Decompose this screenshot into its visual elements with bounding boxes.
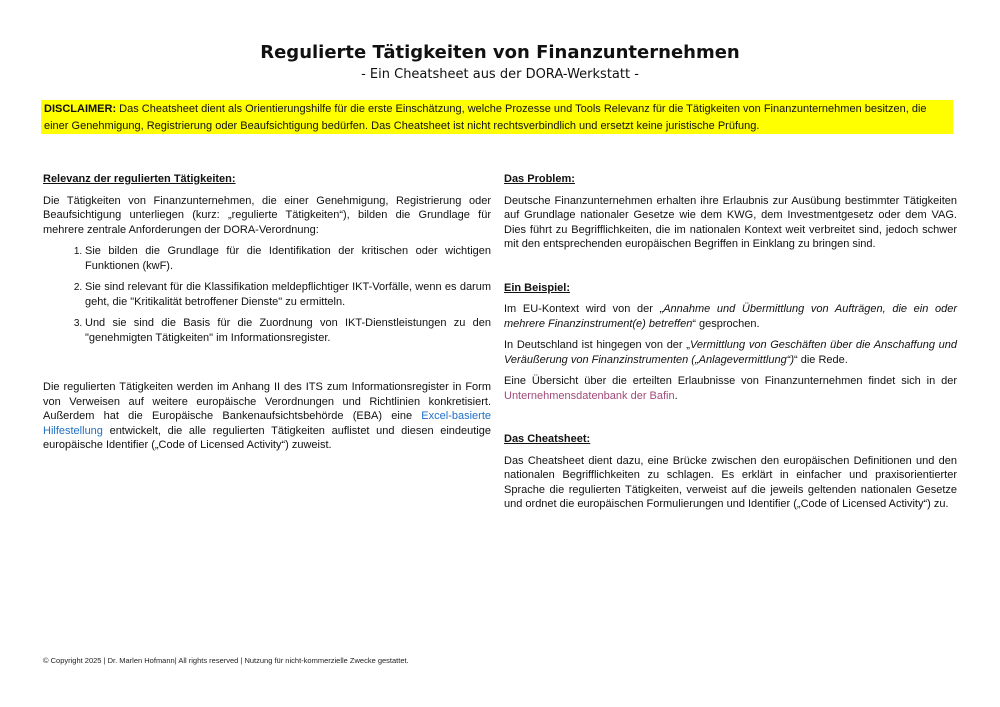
right-column: [504, 172, 957, 519]
list-item: 1. Sie bilden die Grundlage für die Identifikation der kritischen oder wichtigen Funktionen (kwF).: [85, 244, 491, 273]
problem-heading: Das Problem:: [504, 173, 575, 185]
example-de-a: In Deutschland ist hingegen von der „: [504, 339, 690, 351]
page-title: Regulierte Tätigkeiten von Finanzunternehmen: [260, 42, 740, 63]
example-eu-a: Im EU-Kontext wird von der „: [504, 303, 664, 315]
disclaimer-box: [41, 100, 953, 134]
eba-excel-link[interactable]: Excel-basierte Hilfestellung: [43, 410, 491, 437]
example-eu-quote: Annahme und Übermittlung von Aufträgen, die ein oder mehrere Finanzinstrument(e) betreffen: [504, 303, 957, 330]
cheatsheet-text: Das Cheatsheet dient dazu, eine Brücke zwischen den europäischen Definitionen und den nationalen Begrifflichkeiten zu schlagen. Es erklärt in einfacher und praxisorientierter Sprache die regulierten Tätigkeiten, verweist auf die jeweils geltenden nationalen Gesetze und ordnet die europäischen Formulierungen und Identifier („Code of Licensed Activity“) zu.: [504, 454, 957, 510]
problem-text: Deutsche Finanzunternehmen erhalten ihre Erlaubnis zur Ausübung bestimmter Tätigkeiten auf Grundlage nationaler Gesetze wie dem KWG, dem Investmentgesetz oder dem VAG. Dies führt zu Begrifflichkeiten, die im nationalen Kontext weit verbreitet sind, jedoch schwer mit den entsprechenden europäischen Begriffen in Einklang zu bringen sind.: [504, 194, 957, 250]
example-de-quote: Vermittlung von Geschäften über die Anschaffung und Veräußerung von Finanzinstrumenten („Anlagevermittlung“): [504, 339, 957, 366]
left-column: [43, 172, 491, 460]
list-item: 2. Sie sind relevant für die Klassifikation meldepflichtiger IKT-Vorfälle, wenn es darum geht, die "Kritikalität betroffener Dienste" zu ermitteln.: [85, 280, 491, 309]
bafin-database-link[interactable]: Unternehmensdatenbank der Bafin: [504, 389, 675, 402]
disclaimer-label: DISCLAIMER:: [44, 103, 117, 115]
page-subtitle: - Ein Cheatsheet aus der DORA-Werkstatt -: [361, 67, 639, 82]
disclaimer-text: Das Cheatsheet dient als Orientierungshilfe für die erste Einschätzung, welche Prozesse und Tools Relevanz für die Tätigkeiten von Finanzunternehmen besitzen, die einer Genehmigung, Registrierung oder Beaufsichtigung bedürfen. Das Cheatsheet ist nicht rechtsverbindlich und ersetzt keine juristische Prüfung.: [44, 103, 927, 132]
copyright-footer: © Copyright 2025 | Dr. Marlen Hofmann| All rights reserved | Nutzung für nicht-kommerzielle Zwecke gestattet.: [43, 656, 409, 665]
cheatsheet-heading: Das Cheatsheet:: [504, 433, 591, 445]
relevance-heading: Relevanz der regulierten Tätigkeiten:: [43, 173, 236, 185]
example-de-b: “ die Rede.: [794, 353, 848, 366]
list-item: 3. Und sie sind die Basis für die Zuordnung von IKT-Dienstleistungen zu den "genehmigten Tätigkeiten" im Informationsregister.: [85, 316, 491, 345]
its-text-b: entwickelt, die alle regulierten Tätigkeiten auflistet und diesen eindeutige europäische Identifier („Code of Licensed Activity“) zuweist.: [43, 424, 491, 451]
its-text-a: Die regulierten Tätigkeiten werden im Anhang II des ITS zum Informationsregister in Form von Verweisen auf weitere europäische Verordnungen und Richtlinien konkretisiert. Außerdem hat die Europäische Bankenaufsichtsbehörde (EBA) eine: [43, 381, 491, 422]
example-heading: Ein Beispiel:: [504, 281, 571, 294]
example-eu: [504, 302, 957, 331]
its-paragraph: [43, 380, 491, 453]
example-de: [504, 338, 957, 367]
example-bafin: [504, 374, 957, 403]
example-eu-b: “ gesprochen.: [692, 317, 760, 330]
relevance-list: [43, 244, 491, 345]
relevance-intro: Die Tätigkeiten von Finanzunternehmen, die einer Genehmigung, Registrierung oder Beaufsichtigung unterliegen (kurz: „regulierte Tätigkeiten“), bilden die Grundlage für mehrere zentrale Anforderungen der DORA-Verordnung:: [43, 194, 491, 236]
example-bafin-b: .: [674, 389, 678, 402]
example-bafin-a: Eine Übersicht über die erteilten Erlaubnisse von Finanzunternehmen findet sich in der: [504, 375, 957, 387]
